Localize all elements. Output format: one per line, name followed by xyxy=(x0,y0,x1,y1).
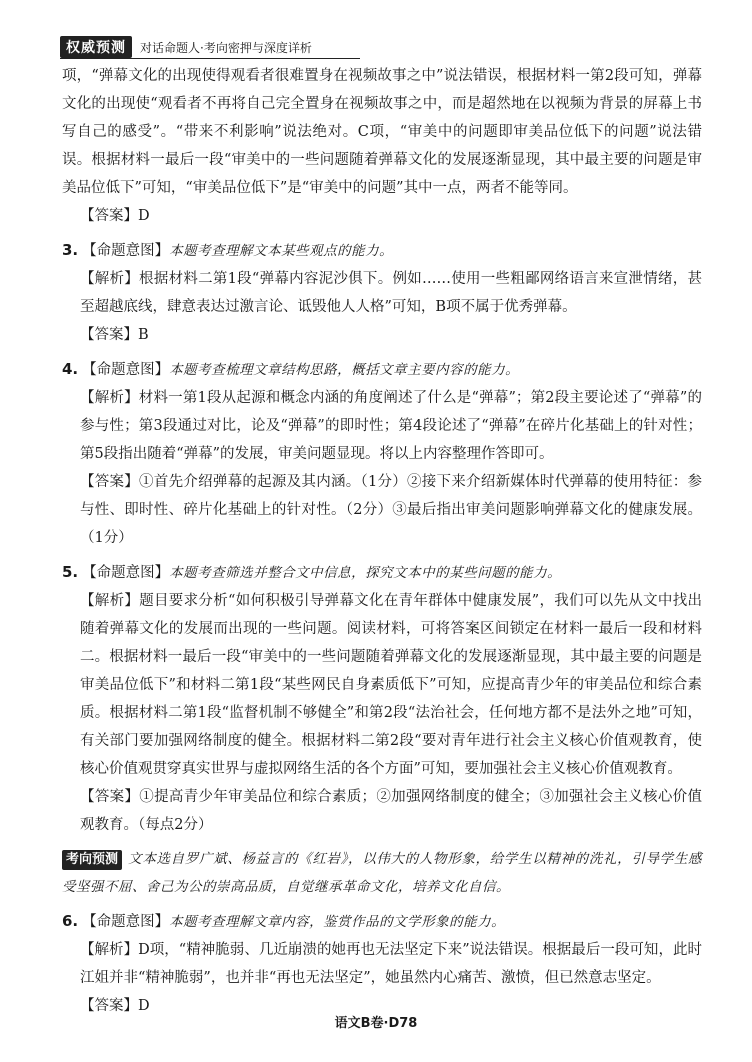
q6-intent-text: 本题考查理解文章内容，鉴赏作品的文学形象的能力。 xyxy=(169,914,506,930)
q3-analysis: 【解析】根据材料二第1段“弹幕内容泥沙俱下。例如……使用一些粗鄙网络语言来宣泄情绪，甚至超越底线，肆意表达过激言论、诋毁他人人格”可知，B项不属于优秀弹幕。 xyxy=(80,271,702,315)
q3-intent-text: 本题考查理解文本某些观点的能力。 xyxy=(169,243,394,259)
header-subtitle: 对话命题人·考向密押与深度详析 xyxy=(140,40,312,55)
page-footer: 语文B卷·D78 xyxy=(334,1016,418,1031)
q6-answer: 【答案】D xyxy=(80,998,150,1014)
content xyxy=(62,62,702,1020)
q4-intent-label: 【命题意图】 xyxy=(82,362,170,378)
prediction-text: 文本选自罗广斌、杨益言的《红岩》，以伟大的人物形象，给学生以精神的洗礼，引导学生感受坚强不屈、舍己为公的崇高品质，自觉继承革命文化，培养文化自信。 xyxy=(62,851,702,895)
q4-answer: 【答案】①首先介绍弹幕的起源及其内涵。（1分）②接下来介绍新媒体时代弹幕的使用特征：参与性、即时性、碎片化基础上的针对性。（2分）③最后指出审美问题影响弹幕文化的健康发展。（1分） xyxy=(80,474,702,546)
q3-intent-label: 【命题意图】 xyxy=(82,243,170,259)
q4-intent xyxy=(62,355,702,384)
q5-intent-label: 【命题意图】 xyxy=(82,565,170,581)
prediction-tag: 考向预测 xyxy=(62,850,122,870)
header-underline xyxy=(60,58,360,59)
authority-prediction-tag: 权威预测 xyxy=(60,36,132,58)
q3-answer: 【答案】B xyxy=(80,327,149,343)
q6-analysis: 【解析】D项，“精神脆弱、几近崩溃的她再也无法坚定下来”说法错误。根据最后一段可知，此时江姐并非“精神脆弱”，也并非“再也无法坚定”，她虽然内心痛苦、激愤，但已然意志坚定。 xyxy=(80,942,702,986)
intro-paragraph: 项，“弹幕文化的出现使得观看者很难置身在视频故事之中”说法错误，根据材料一第2段可知，弹幕文化的出现使“观看者不再将自己完全置身在视频故事之中，而是超然地在以视频为背景的屏幕上书写自己的感受”。“带来不利影响”说法绝对。C项，“审美中的问题即审美品位低下的问题”说法错误。根据材料一最后一段“审美中的一些问题随着弹幕文化的发展逐渐显现，其中最主要的问题是审美品位低下”可知，“审美品位低下”是“审美中的问题”其中一点，两者不能等同。 xyxy=(62,68,702,196)
prediction-block xyxy=(62,845,702,901)
q4-intent-text: 本题考查梳理文章结构思路，概括文章主要内容的能力。 xyxy=(169,362,520,378)
q3-number: 3. xyxy=(62,241,79,259)
q3-intent xyxy=(62,236,702,265)
intro-answer: 【答案】D xyxy=(80,208,150,224)
q6-intent xyxy=(62,907,702,936)
q6-number: 6. xyxy=(62,912,79,930)
q5-intent xyxy=(62,558,702,587)
q6-intent-label: 【命题意图】 xyxy=(82,914,170,930)
q5-analysis: 【解析】题目要求分析“如何积极引导弹幕文化在青年群体中健康发展”，我们可以先从文中找出随着弹幕文化的发展而出现的一些问题。阅读材料，可将答案区间锁定在材料一最后一段和材料二。根据材料一最后一段“审美中的一些问题随着弹幕文化的发展逐渐显现，其中最主要的问题是审美品位低下”和材料二第1段“某些网民自身素质低下”可知，应提高青少年的审美品位和综合素质。根据材料二第1段“监督机制不够健全”和第2段“法治社会，任何地方都不是法外之地”可知，有关部门要加强网络制度的健全。根据材料二第2段“要对青年进行社会主义核心价值观教育，使核心价值观贯穿真实世界与虚拟网络生活的各个方面”可知，要加强社会主义核心价值观教育。 xyxy=(80,593,702,777)
q5-number: 5. xyxy=(62,563,79,581)
header xyxy=(60,35,312,59)
q5-answer: 【答案】①提高青少年审美品位和综合素质；②加强网络制度的健全；③加强社会主义核心价值观教育。（每点2分） xyxy=(80,789,702,833)
q5-intent-text: 本题考查筛选并整合文中信息，探究文本中的某些问题的能力。 xyxy=(169,565,562,581)
q4-analysis: 【解析】材料一第1段从起源和概念内涵的角度阐述了什么是“弹幕”；第2段主要论述了“弹幕”的参与性；第3段通过对比，论及“弹幕”的即时性；第4段论述了“弹幕”在碎片化基础上的针对性；第5段指出随着“弹幕”的发展，审美问题显现。将以上内容整理作答即可。 xyxy=(80,390,702,462)
q4-number: 4. xyxy=(62,360,79,378)
